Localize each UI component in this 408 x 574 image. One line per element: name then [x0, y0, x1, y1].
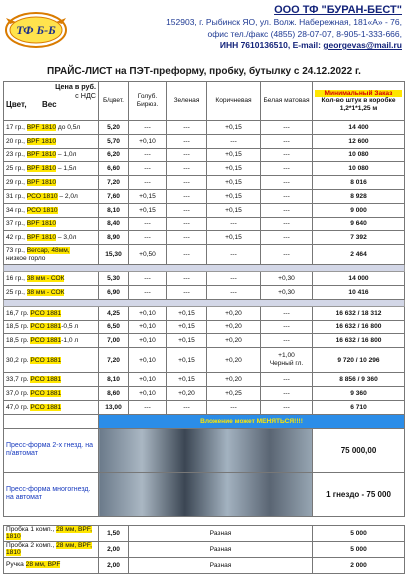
- header-box-size: 1,2*1*1,25 м: [339, 104, 378, 112]
- product-name: [4, 285, 99, 299]
- price-clear: 7,00: [99, 334, 129, 348]
- product-weight: 47,0 гр.: [6, 403, 29, 411]
- price-white: ---: [261, 134, 313, 148]
- company-name: ООО ТФ "БУРАН-БЕСТ": [274, 4, 402, 16]
- price-clear: 7,60: [99, 189, 129, 203]
- product-type-highlight: PCO 1881: [30, 309, 62, 317]
- qty-per-box: 12 600: [313, 134, 405, 148]
- product-type-highlight: PCO 1810: [26, 206, 58, 214]
- accessory-name: [4, 525, 99, 541]
- product-name: [4, 348, 99, 373]
- product-type-highlight: BPF 1810: [26, 151, 57, 159]
- table-row: [4, 373, 405, 387]
- accessory-qty: 5 000: [313, 525, 405, 541]
- price-blue: ---: [129, 400, 167, 414]
- qty-per-box: 10 416: [313, 285, 405, 299]
- header-weight: Вес: [42, 100, 57, 109]
- product-weight: 37 гр.,: [6, 220, 25, 228]
- price-clear: 6,60: [99, 162, 129, 176]
- product-name: [4, 245, 99, 265]
- price-green: +0,15: [167, 348, 207, 373]
- product-suffix: -0,5 л: [61, 323, 79, 331]
- inn: ИНН 7610136510,: [219, 40, 291, 50]
- price-blue: ---: [129, 272, 167, 286]
- price-green: +0,15: [167, 320, 207, 334]
- price-brown: +0,15: [207, 203, 261, 217]
- price-brown: ---: [207, 134, 261, 148]
- qty-per-box: 8 856 / 9 360: [313, 373, 405, 387]
- product-name: [4, 320, 99, 334]
- price-blue: ---: [129, 285, 167, 299]
- row-separator: [4, 299, 405, 306]
- table-row: [4, 272, 405, 286]
- accessory-spec: 28 мм, BPF, 1810: [6, 541, 92, 557]
- price-brown: +0,15: [207, 121, 261, 135]
- product-type-highlight: PCO 1881: [30, 376, 62, 384]
- price-blue: +0,10: [129, 373, 167, 387]
- table-row: [4, 176, 405, 190]
- product-suffix: низкое горло: [6, 254, 46, 262]
- product-weight: 25 гр.,: [6, 288, 25, 296]
- table-row: [4, 348, 405, 373]
- product-weight: 30,2 гр.: [6, 356, 29, 364]
- product-name: [4, 121, 99, 135]
- header-color: Цвет,: [6, 100, 27, 109]
- separator-cell: [4, 265, 405, 272]
- qty-per-box: 16 632 / 16 800: [313, 334, 405, 348]
- accessory-type: Ручка: [6, 561, 24, 569]
- qty-per-box: 16 632 / 16 800: [313, 320, 405, 334]
- accessory-type: Пробка 1 комп.,: [6, 525, 55, 533]
- mold-label: Пресс-форма многогнезд. на автомат: [4, 472, 99, 516]
- price-blue: ---: [129, 121, 167, 135]
- notice-spacer: [4, 414, 99, 428]
- product-suffix: -1,0 л: [61, 337, 79, 345]
- address-line-1: 152903, г. Рыбинск ЯО, ул. Волж. Набережная, 181«А» - 76,: [166, 17, 402, 27]
- price-white: +0,30: [261, 272, 313, 286]
- price-brown: ---: [207, 285, 261, 299]
- price-white: ---: [261, 162, 313, 176]
- product-weight: 23 гр.,: [6, 151, 25, 159]
- product-name: [4, 217, 99, 231]
- accessory-color: Разная: [129, 541, 313, 557]
- price-blue: +0,10: [129, 334, 167, 348]
- header-brown: Коричневая: [207, 82, 261, 121]
- price-white: ---: [261, 373, 313, 387]
- product-weight: 42 гр.,: [6, 234, 25, 242]
- logo-text: ТФ Б-Б: [16, 23, 56, 37]
- product-weight: 34 гр.,: [6, 206, 25, 214]
- accessory-spec: 28 мм, BPF, 1810: [6, 525, 92, 541]
- price-blue: +0,50: [129, 245, 167, 265]
- product-suffix: – 1,5л: [56, 165, 77, 173]
- product-suffix: – 1,0л: [56, 151, 77, 159]
- price-blue: +0,10: [129, 134, 167, 148]
- qty-per-box: 14 000: [313, 272, 405, 286]
- price-green: +0,15: [167, 306, 207, 320]
- table-row: [4, 162, 405, 176]
- table-row: [4, 217, 405, 231]
- price-clear: 8,10: [99, 373, 129, 387]
- price-green: ---: [167, 203, 207, 217]
- notice-row: [4, 414, 405, 428]
- price-green: ---: [167, 121, 207, 135]
- product-name: [4, 134, 99, 148]
- price-clear: 5,30: [99, 272, 129, 286]
- product-type-highlight: BPF 1810: [26, 234, 57, 242]
- notice-banner: Вложение может МЕНЯТЬСЯ!!!!: [99, 414, 405, 428]
- price-clear: 8,40: [99, 217, 129, 231]
- qty-per-box: 16 632 / 18 312: [313, 306, 405, 320]
- price-white: ---: [261, 306, 313, 320]
- product-weight: 17 гр.,: [6, 123, 25, 131]
- product-type-highlight: BPF 1810: [26, 123, 57, 131]
- product-name: [4, 272, 99, 286]
- product-name: [4, 162, 99, 176]
- price-green: ---: [167, 245, 207, 265]
- row-separator: [4, 265, 405, 272]
- price-clear: 6,20: [99, 148, 129, 162]
- price-green: ---: [167, 231, 207, 245]
- product-type-highlight: PCO 1810: [26, 192, 58, 200]
- price-clear: 7,20: [99, 176, 129, 190]
- price-clear: 6,90: [99, 285, 129, 299]
- price-green: ---: [167, 134, 207, 148]
- qty-per-box: 8 016: [313, 176, 405, 190]
- header-vat: с НДС: [75, 91, 96, 100]
- price-clear: 15,30: [99, 245, 129, 265]
- address-line-2: офис тел./факс (4855) 28-07-07, 8-905-1-333-666,: [207, 28, 402, 39]
- price-green: ---: [167, 176, 207, 190]
- price-brown: +0,15: [207, 189, 261, 203]
- accessory-qty: 2 000: [313, 557, 405, 573]
- price-blue: +0,10: [129, 320, 167, 334]
- header-qty-cell: [313, 82, 405, 121]
- table-row: [4, 400, 405, 414]
- qty-per-box: 10 080: [313, 148, 405, 162]
- table-row: [4, 231, 405, 245]
- price-blue: +0,10: [129, 306, 167, 320]
- price-clear: 4,25: [99, 306, 129, 320]
- price-clear: 6,50: [99, 320, 129, 334]
- price-brown: +0,15: [207, 231, 261, 245]
- accessory-color: Разная: [129, 557, 313, 573]
- table-row: [4, 134, 405, 148]
- product-name: [4, 176, 99, 190]
- price-white: ---: [261, 320, 313, 334]
- accessory-row: [4, 525, 405, 541]
- header-price: Цена в руб.: [55, 82, 96, 91]
- product-type-highlight: Вегсар, 48мм,: [26, 246, 70, 254]
- product-weight: 73 гр.,: [6, 246, 25, 254]
- product-name: [4, 386, 99, 400]
- table-row: [4, 189, 405, 203]
- product-weight: 16,7 гр.: [6, 309, 29, 317]
- qty-per-box: 9 360: [313, 386, 405, 400]
- spacer-cell: [4, 516, 405, 525]
- white-note: Черный гл.: [269, 360, 304, 368]
- price-white: ---: [261, 176, 313, 190]
- price-brown: +0,25: [207, 386, 261, 400]
- company-header: [102, 4, 402, 52]
- price-green: +0,15: [167, 373, 207, 387]
- price-green: ---: [167, 162, 207, 176]
- table-row: [4, 320, 405, 334]
- product-type-highlight: 38 мм - СОК: [26, 275, 65, 283]
- table-row: [4, 121, 405, 135]
- price-clear: 8,90: [99, 231, 129, 245]
- price-green: +0,15: [167, 334, 207, 348]
- product-type-highlight: PCO 1881: [30, 356, 62, 364]
- accessory-type: Пробка 2 комп.,: [6, 541, 55, 549]
- price-brown: +0,20: [207, 320, 261, 334]
- price-blue: +0,10: [129, 386, 167, 400]
- price-brown: ---: [207, 245, 261, 265]
- header-qty: Кол-во штук в коробке: [321, 97, 396, 105]
- mold-label: Пресс-форма 2-х гнезд. на п/автомат: [4, 428, 99, 472]
- table-row: [4, 285, 405, 299]
- price-clear: 8,60: [99, 386, 129, 400]
- table-row: [4, 203, 405, 217]
- price-brown: ---: [207, 400, 261, 414]
- product-suffix: до 0,5л: [56, 123, 81, 131]
- accessory-color: Разная: [129, 525, 313, 541]
- price-blue: +0,15: [129, 189, 167, 203]
- product-weight: 20 гр.,: [6, 137, 25, 145]
- price-green: ---: [167, 189, 207, 203]
- qty-per-box: 9 000: [313, 203, 405, 217]
- price-brown: +0,20: [207, 306, 261, 320]
- product-type-highlight: 38 мм - СОК: [26, 288, 65, 296]
- qty-per-box: 9 640: [313, 217, 405, 231]
- product-weight: 25 гр.,: [6, 165, 25, 173]
- accessory-row: [4, 541, 405, 557]
- product-weight: 29 гр.,: [6, 179, 25, 187]
- product-type-highlight: PCO 1881: [30, 323, 62, 331]
- accessory-name: [4, 557, 99, 573]
- page-title: ПРАЙС-ЛИСТ на ПЭТ-преформу, пробку, бутылку с 24.12.2022 г.: [47, 66, 361, 77]
- email-link[interactable]: georgevas@mail.ru: [323, 40, 402, 50]
- price-clear: 5,20: [99, 121, 129, 135]
- product-type-highlight: BPF 1810: [26, 179, 57, 187]
- price-white: +1,00: [278, 352, 295, 360]
- price-brown: +0,20: [207, 348, 261, 373]
- table-header: [4, 82, 405, 121]
- mold-row: [4, 472, 405, 516]
- product-weight: 37,0 гр.: [6, 389, 29, 397]
- price-blue: ---: [129, 217, 167, 231]
- product-name: [4, 306, 99, 320]
- price-white: ---: [261, 386, 313, 400]
- table-body: [4, 121, 405, 574]
- table-row: [4, 245, 405, 265]
- product-weight: 18,5 гр.: [6, 323, 29, 331]
- price-blue: ---: [129, 231, 167, 245]
- accessory-price: 2,00: [99, 557, 129, 573]
- qty-per-box: 6 710: [313, 400, 405, 414]
- price-brown: ---: [207, 272, 261, 286]
- product-suffix: – 3,0л: [56, 234, 77, 242]
- product-name: [4, 400, 99, 414]
- product-type-highlight: BPF 1810: [26, 137, 57, 145]
- accessory-spec: 28 мм, BPF: [25, 561, 61, 569]
- product-type-highlight: PCO 1881: [30, 337, 62, 345]
- qty-per-box: 9 720 / 10 296: [313, 348, 405, 373]
- row-spacer: [4, 516, 405, 525]
- mold-photo: [99, 428, 313, 472]
- price-blue: ---: [129, 148, 167, 162]
- price-white: ---: [261, 334, 313, 348]
- price-white: ---: [261, 400, 313, 414]
- price-white: [261, 348, 313, 373]
- product-weight: 16 гр.,: [6, 275, 25, 283]
- qty-per-box: 8 928: [313, 189, 405, 203]
- mold-price: 75 000,00: [313, 428, 405, 472]
- price-brown: +0,20: [207, 334, 261, 348]
- table-row: [4, 386, 405, 400]
- price-green: ---: [167, 285, 207, 299]
- header-white: Белая матовая: [261, 82, 313, 121]
- table-row: [4, 334, 405, 348]
- price-green: ---: [167, 400, 207, 414]
- mold-photo: [99, 472, 313, 516]
- price-white: ---: [261, 231, 313, 245]
- product-type-highlight: BPF 1810: [26, 220, 57, 228]
- product-name: [4, 203, 99, 217]
- product-weight: 18,5 гр.: [6, 337, 29, 345]
- product-name: [4, 189, 99, 203]
- qty-per-box: 10 080: [313, 162, 405, 176]
- accessory-price: 1,50: [99, 525, 129, 541]
- accessory-price: 2,00: [99, 541, 129, 557]
- table-row: [4, 148, 405, 162]
- price-green: ---: [167, 148, 207, 162]
- price-clear: 5,70: [99, 134, 129, 148]
- price-clear: 7,20: [99, 348, 129, 373]
- price-clear: 8,10: [99, 203, 129, 217]
- price-clear: 13,00: [99, 400, 129, 414]
- price-green: ---: [167, 272, 207, 286]
- price-blue: +0,15: [129, 203, 167, 217]
- product-name: [4, 373, 99, 387]
- product-type-highlight: PCO 1881: [30, 389, 62, 397]
- company-logo: [4, 4, 68, 54]
- accessory-qty: 5 000: [313, 541, 405, 557]
- table-row: [4, 306, 405, 320]
- price-table: [3, 81, 405, 574]
- price-brown: +0,15: [207, 176, 261, 190]
- price-brown: +0,15: [207, 148, 261, 162]
- price-green: +0,20: [167, 386, 207, 400]
- price-brown: +0,15: [207, 162, 261, 176]
- price-white: ---: [261, 245, 313, 265]
- product-name: [4, 231, 99, 245]
- price-brown: +0,20: [207, 373, 261, 387]
- accessory-row: [4, 557, 405, 573]
- price-white: ---: [261, 148, 313, 162]
- qty-per-box: 2 464: [313, 245, 405, 265]
- price-white: ---: [261, 203, 313, 217]
- mold-row: [4, 428, 405, 472]
- mold-price: 1 гнездо - 75 000: [313, 472, 405, 516]
- price-white: ---: [261, 217, 313, 231]
- product-type-highlight: BPF 1810: [26, 165, 57, 173]
- price-white: ---: [261, 189, 313, 203]
- accessory-name: [4, 541, 99, 557]
- product-suffix: – 2,0л: [57, 192, 78, 200]
- header-blue: Голуб. Бирюз.: [129, 82, 167, 121]
- product-name: [4, 148, 99, 162]
- product-weight: 33,7 гр.: [6, 376, 29, 384]
- price-blue: ---: [129, 176, 167, 190]
- email-label: E-mail:: [292, 40, 321, 50]
- price-white: +0,30: [261, 285, 313, 299]
- price-brown: ---: [207, 217, 261, 231]
- header-green: Зеленая: [167, 82, 207, 121]
- price-blue: ---: [129, 162, 167, 176]
- price-white: ---: [261, 121, 313, 135]
- price-green: ---: [167, 217, 207, 231]
- separator-cell: [4, 299, 405, 306]
- product-name: [4, 334, 99, 348]
- qty-per-box: 7 392: [313, 231, 405, 245]
- qty-per-box: 14 400: [313, 121, 405, 135]
- header-min-order: Минимальный Заказ: [315, 90, 402, 98]
- header-clear: Б/цвет.: [99, 82, 129, 121]
- product-weight: 31 гр.,: [6, 192, 25, 200]
- header-name-cell: [4, 82, 99, 121]
- product-type-highlight: PCO 1881: [30, 403, 62, 411]
- price-blue: +0,10: [129, 348, 167, 373]
